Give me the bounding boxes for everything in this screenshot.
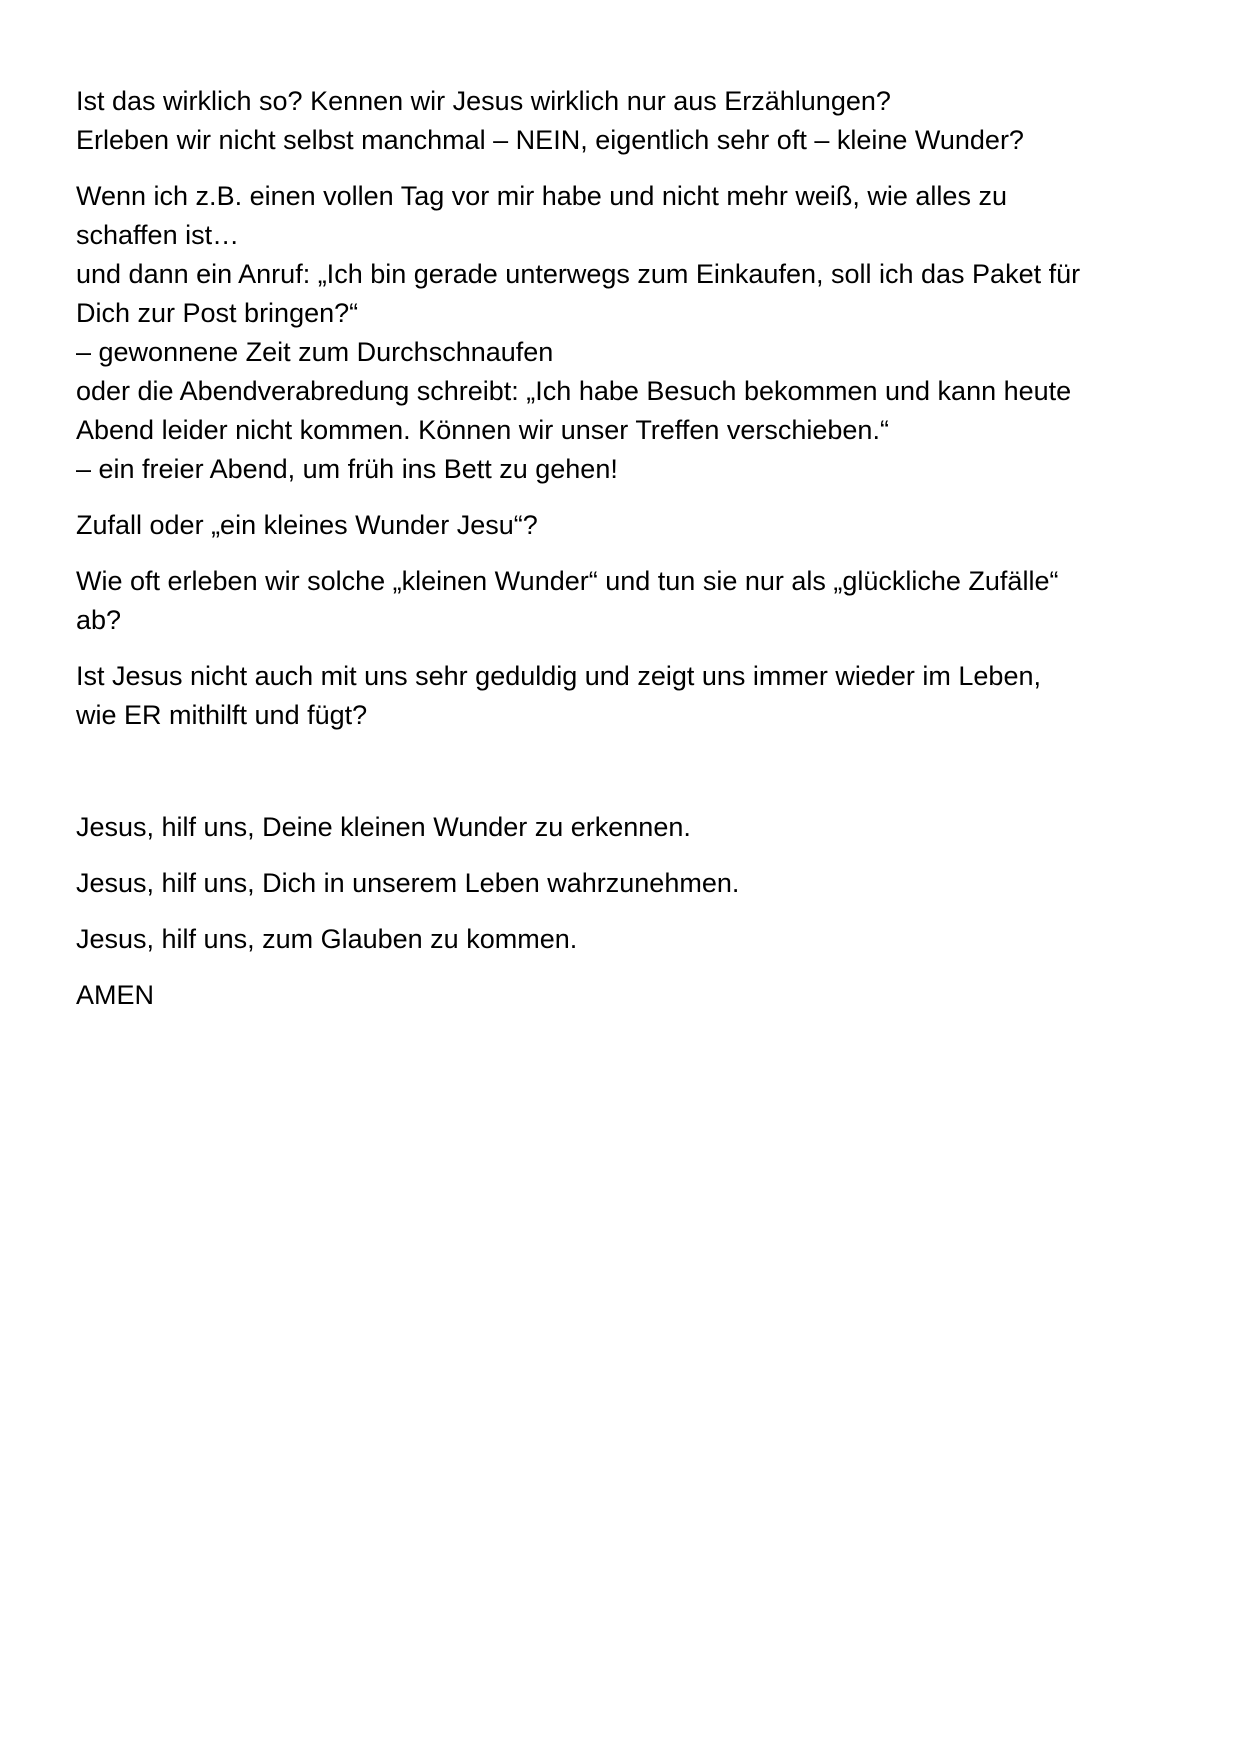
intro-line: Ist das wirklich so? Kennen wir Jesus wirklich nur aus Erzählungen?	[76, 86, 891, 116]
prayer-text: Jesus, hilf uns, Dich in unserem Leben wahrzunehmen.	[76, 868, 740, 898]
prayer-line	[76, 808, 1186, 847]
question-paragraph	[76, 657, 1186, 735]
amen-paragraph	[76, 976, 1186, 1015]
example-line: schaffen ist…	[76, 220, 240, 250]
prayer-line	[76, 864, 1186, 903]
question-line: Wie oft erleben wir solche „kleinen Wunder“ und tun sie nur als „glückliche Zufälle“	[76, 566, 1059, 596]
prayer-line	[76, 920, 1186, 959]
example-line: und dann ein Anruf: „Ich bin gerade unterwegs zum Einkaufen, soll ich das Paket für	[76, 259, 1081, 289]
example-line: Dich zur Post bringen?“	[76, 298, 359, 328]
question-line: wie ER mithilft und fügt?	[76, 700, 368, 730]
intro-line: Erleben wir nicht selbst manchmal – NEIN, eigentlich sehr oft – kleine Wunder?	[76, 125, 1024, 155]
intro-paragraph	[76, 82, 1186, 160]
example-line: Abend leider nicht kommen. Können wir unser Treffen verschieben.“	[76, 415, 889, 445]
question-line: ab?	[76, 605, 122, 635]
question-line: Zufall oder „ein kleines Wunder Jesu“?	[76, 510, 538, 540]
amen-text: AMEN	[76, 980, 155, 1010]
prayer-text: Jesus, hilf uns, zum Glauben zu kommen.	[76, 924, 578, 954]
question-paragraph	[76, 506, 1186, 545]
question-line: Ist Jesus nicht auch mit uns sehr geduldig und zeigt uns immer wieder im Leben,	[76, 661, 1041, 691]
prayer-text: Jesus, hilf uns, Deine kleinen Wunder zu erkennen.	[76, 812, 691, 842]
document-page	[76, 82, 1186, 1032]
spacer	[76, 752, 1186, 808]
example-line: – ein freier Abend, um früh ins Bett zu gehen!	[76, 454, 618, 484]
question-paragraph	[76, 562, 1186, 640]
example-paragraph	[76, 177, 1186, 489]
example-line: Wenn ich z.B. einen vollen Tag vor mir habe und nicht mehr weiß, wie alles zu	[76, 181, 1007, 211]
example-line: oder die Abendverabredung schreibt: „Ich habe Besuch bekommen und kann heute	[76, 376, 1072, 406]
example-line: – gewonnene Zeit zum Durchschnaufen	[76, 337, 554, 367]
